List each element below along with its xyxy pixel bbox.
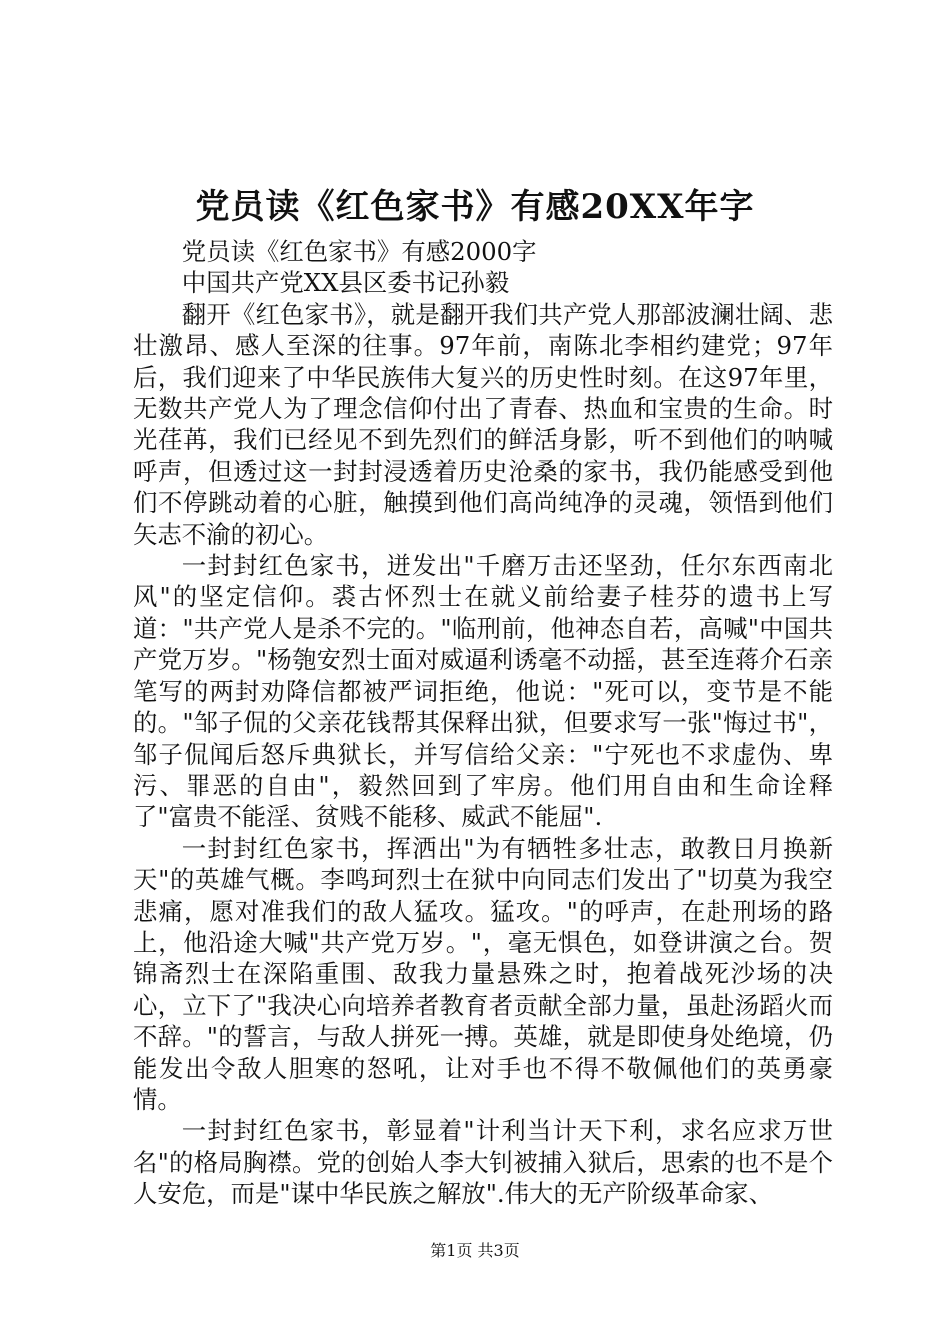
body-paragraph: 一封封红色家书，迸发出"千磨万击还坚劲，任尔东西南北风"的坚定信仰。裘古怀烈士在就义前给妻子桂芬的遗书上写道："共产党人是杀不完的。"临刑前，他神态自若，高喊"中国共产党万岁。"杨匏安烈士面对威逼利诱毫不动摇，甚至连蒋介石亲笔写的两封劝降信都被严词拒绝，他说："死可以，变节是不能的。"邹子侃的父亲花钱帮其保释出狱，但要求写一张"悔过书"，邹子侃闻后怒斥典狱长，并写信给父亲："宁死也不求虚伪、卑污、罪恶的自由"，毅然回到了牢房。他们用自由和生命诠释了"富贵不能淫、贫贱不能移、威武不能屈". [133, 551, 833, 832]
subtitle-line: 党员读《红色家书》有感2000字 [181, 237, 537, 266]
body-paragraph: 翻开《红色家书》，就是翻开我们共产党人那部波澜壮阔、悲壮激昂、感人至深的往事。97年前，南陈北李相约建党；97年后，我们迎来了中华民族伟大复兴的历史性时刻。在这97年里，无数共产党人为了理念信仰付出了青春、热血和宝贵的生命。时光荏苒，我们已经见不到先烈们的鲜活身影，听不到他们的呐喊呼声，但透过这一封封浸透着历史沧桑的家书，我仍能感受到他们不停跳动着的心脏，触摸到他们高尚纯净的灵魂，领悟到他们矢志不渝的初心。 [133, 299, 833, 549]
author-line: 中国共产党XX县区委书记孙毅 [181, 268, 510, 298]
page-footer: 第1页 共3页 [430, 1241, 520, 1260]
body-paragraph: 一封封红色家书，彰显着"计利当计天下利，求名应求万世名"的格局胸襟。党的创始人李大钊被捕入狱后，思索的也不是个人安危，而是"谋中华民族之解放".伟大的无产阶级革命家、 [133, 1116, 833, 1209]
document-body [133, 236, 833, 1210]
body-paragraph: 一封封红色家书，挥洒出"为有牺牲多壮志，敢教日月换新天"的英雄气概。李鸣珂烈士在狱中向同志们发出了"切莫为我空悲痛，愿对准我们的敌人猛攻。猛攻。"的呼声，在赴刑场的路上，他沿途大喊"共产党万岁。"，毫无惧色，如登讲演之台。贺锦斋烈士在深陷重围、敌我力量悬殊之时，抱着战死沙场的决心，立下了"我决心向培养者教育者贡献全部力量，虽赴汤蹈火而不辞。"的誓言，与敌人拼死一搏。英雄，就是即使身处绝境，仍能发出令敌人胆寒的怒吼，让对手也不得不敬佩他们的英勇豪情。 [133, 833, 833, 1114]
document-title: 党员读《红色家书》有感20XX年字 [195, 187, 755, 227]
